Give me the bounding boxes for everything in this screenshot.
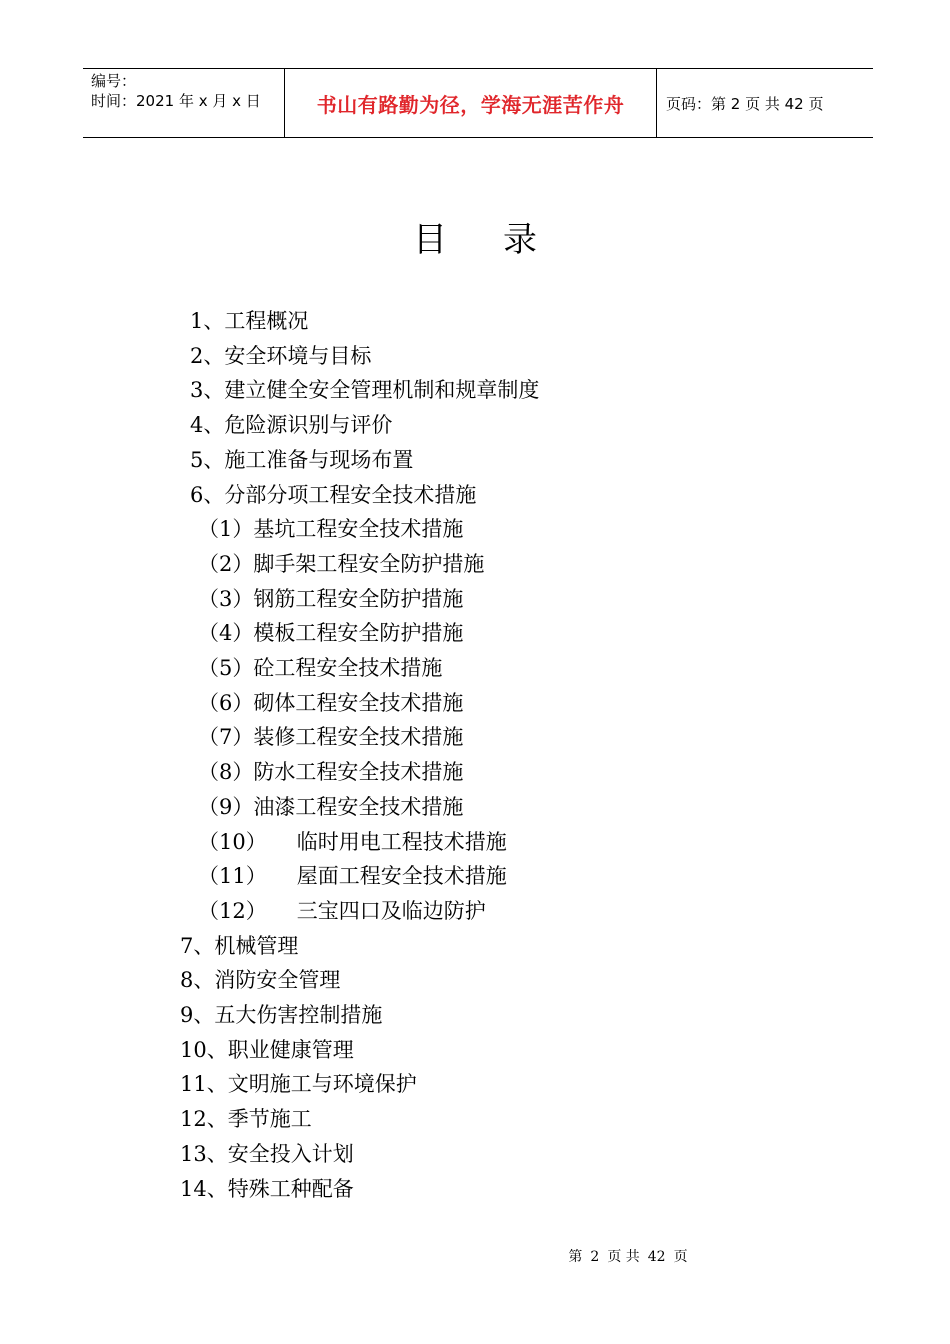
toc-entry-number: 2、 [190, 343, 225, 368]
toc-entry [198, 720, 463, 754]
page-title: 目录 [413, 220, 593, 260]
toc-entry-text: 建立健全安全管理机制和规章制度 [224, 378, 540, 403]
toc-entry-text: 安全投入计划 [227, 1141, 354, 1166]
toc-entry-number: 14、 [180, 1176, 228, 1201]
toc-entry-number: 6、 [190, 482, 225, 507]
toc-entry-text: 屋面工程安全技术措施 [296, 864, 507, 889]
toc-entry-number: 4、 [190, 413, 225, 438]
toc-entry [180, 1137, 354, 1171]
toc-entry-text: 季节施工 [227, 1107, 312, 1132]
header-table [83, 68, 873, 138]
header-motto-cell [284, 69, 657, 137]
toc-entry [190, 304, 308, 338]
toc-entry-number: 7、 [180, 933, 215, 958]
toc-entry-text: 特殊工种配备 [227, 1176, 354, 1201]
toc-entry-number: （10） [198, 829, 267, 854]
toc-entry-number: （12） [198, 898, 267, 923]
toc-entry-text: 安全环境与目标 [224, 343, 372, 368]
header-page-cell [657, 69, 873, 137]
footer-mid: 页 共 [607, 1249, 640, 1265]
toc-entry-number: （6） [198, 690, 254, 715]
toc-entry-number: 12、 [180, 1107, 228, 1132]
toc-entry [198, 755, 463, 789]
footer-total-pages: 42 [647, 1249, 666, 1265]
toc-entry-number: （4） [198, 621, 254, 646]
toc-entry [180, 1033, 354, 1067]
toc-entry-number: 9、 [180, 1003, 215, 1027]
toc-entry-text: 文明施工与环境保护 [227, 1072, 417, 1097]
toc-entry-text: 脚手架工程安全防护措施 [253, 551, 485, 576]
toc-entry [198, 651, 442, 685]
motto-text: 书山有路勤为径，学海无涯苦作舟 [316, 92, 625, 117]
toc-entry-text: 三宝四口及临边防护 [296, 898, 486, 923]
toc-entry [190, 443, 413, 477]
toc-entry [180, 963, 340, 997]
toc-entry-text: 装修工程安全技术措施 [253, 725, 464, 750]
toc-entry [190, 408, 392, 442]
toc-entry-number: （7） [198, 725, 254, 750]
toc-entry [198, 512, 463, 546]
toc-entry-text: 油漆工程安全技术措施 [253, 794, 464, 819]
page-info: 页码：第 2 页 共 42 页 [666, 94, 824, 113]
toc-entry [198, 616, 463, 650]
toc-entry [180, 1172, 354, 1206]
toc-entry-number: （2） [198, 551, 254, 576]
toc-entry [190, 339, 371, 373]
toc-entry-text: 机械管理 [214, 933, 299, 958]
header-left-cell [83, 69, 284, 137]
toc-entry-text: 职业健康管理 [227, 1037, 354, 1062]
toc-entry-text: 危险源识别与评价 [224, 413, 393, 438]
toc-entry-text: 分部分项工程安全技术措施 [224, 482, 477, 507]
toc-entry [190, 373, 539, 407]
toc-entry-number: （3） [198, 586, 254, 611]
toc-entry-number: （5） [198, 656, 254, 680]
toc-entry-number: 13、 [180, 1141, 228, 1166]
time-label: 时间：2021 年 x 月 x 日 [91, 92, 261, 110]
toc-entry [198, 825, 507, 859]
toc-entry-number: 11、 [180, 1072, 228, 1097]
toc-entry-number: （11） [198, 864, 267, 889]
toc-entry-text: 模板工程安全防护措施 [253, 621, 464, 646]
toc-entry-text: 消防安全管理 [214, 968, 341, 993]
toc-entry-text: 砼工程安全技术措施 [253, 656, 443, 680]
toc-entry [180, 929, 298, 963]
toc-entry-text: 基坑工程安全技术措施 [253, 517, 464, 542]
toc-entry-number: 8、 [180, 968, 215, 993]
toc-entry [180, 1102, 312, 1136]
toc-entry [180, 1067, 417, 1101]
footer-prefix: 第 [568, 1249, 583, 1265]
toc-entry-number: （9） [198, 794, 254, 819]
toc-entry [198, 686, 463, 720]
toc-entry [198, 582, 463, 616]
toc-entry-number: （1） [198, 517, 254, 542]
toc-entry-number: 10、 [180, 1037, 228, 1062]
toc-entry-number: 1、 [190, 309, 225, 333]
toc-entry [180, 998, 382, 1032]
toc-entry-text: 临时用电工程技术措施 [296, 829, 507, 854]
toc-entry-text: 五大伤害控制措施 [214, 1003, 383, 1027]
number-label: 编号： [91, 72, 137, 90]
toc-entry [190, 478, 476, 512]
toc-entry [198, 894, 486, 928]
toc-entry-number: （8） [198, 760, 254, 785]
page-footer [0, 1246, 950, 1266]
toc-entry-text: 工程概况 [224, 309, 309, 333]
toc-entry [198, 790, 463, 824]
footer-page-number: 2 [590, 1249, 600, 1265]
toc-entry-text: 钢筋工程安全防护措施 [253, 586, 464, 611]
footer-suffix: 页 [673, 1249, 688, 1265]
toc-entry-text: 防水工程安全技术措施 [253, 760, 464, 785]
toc-entry-number: 5、 [190, 447, 225, 472]
toc-entry [198, 547, 484, 581]
toc-entry [198, 859, 507, 893]
toc-entry-text: 施工准备与现场布置 [224, 447, 414, 472]
toc-entry-number: 3、 [190, 378, 225, 403]
toc-entry-text: 砌体工程安全技术措施 [253, 690, 464, 715]
